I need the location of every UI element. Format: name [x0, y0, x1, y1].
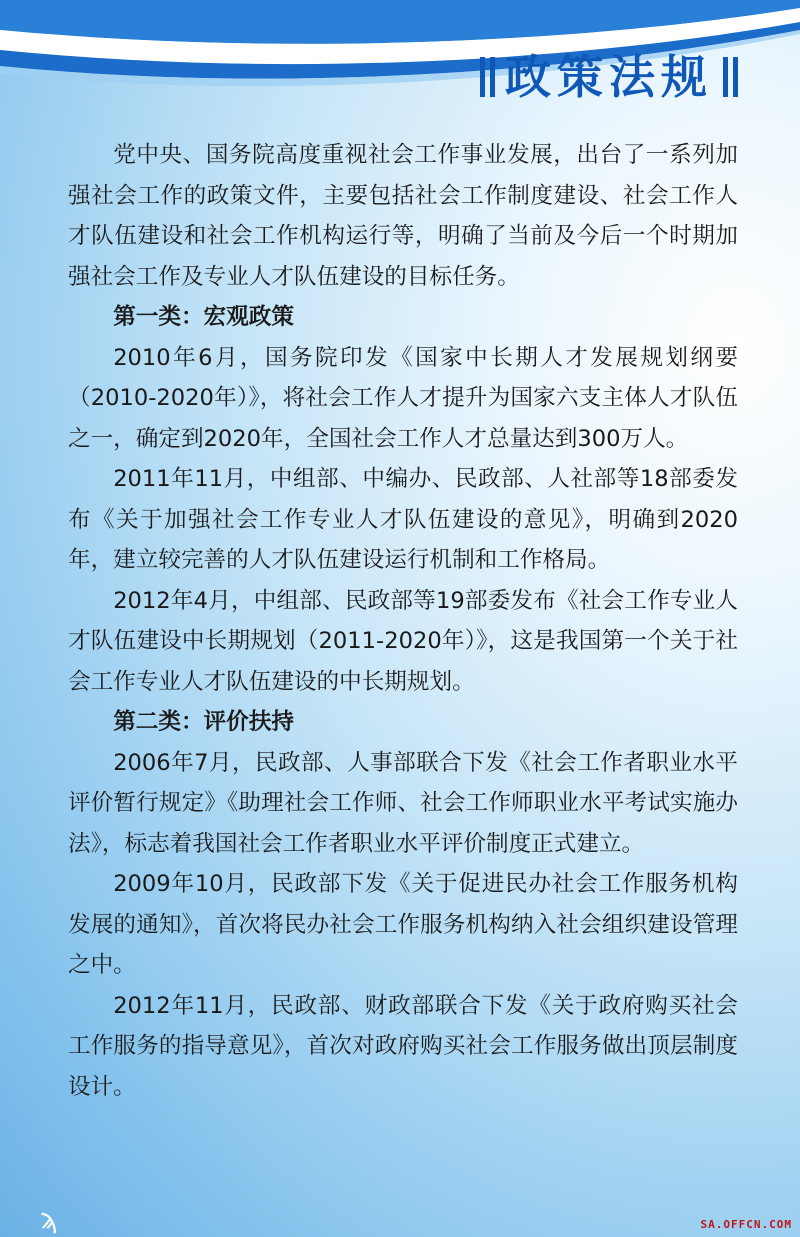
policy-paragraph: 2012年11月，民政部、财政部联合下发《关于政府购买社会工作服务的指导意见》，首次对政府购买社会工作服务做出顶层制度设计。	[68, 992, 738, 1100]
section-heading-evaluation-support: 第二类：评价扶持	[113, 709, 294, 735]
swirl-decoration-icon: ϡ	[40, 1202, 58, 1235]
watermark: SA.OFFCN.COM	[700, 1218, 792, 1231]
intro-paragraph: 党中央、国务院高度重视社会工作事业发展，出台了一系列加强社会工作的政策文件，主要包括社会工作制度建设、社会工作人才队伍建设和社会工作机构运行等，明确了当前及今后一个时期加强社会工作及专业人才队伍建设的目标任务。	[68, 142, 738, 290]
policy-paragraph: 2011年11月，中组部、中编办、民政部、人社部等18部委发布《关于加强社会工作专业人才队伍建设的意见》，明确到2020年，建立较完善的人才队伍建设运行机制和工作格局。	[68, 466, 738, 573]
policy-paragraph: 2010年6月，国务院印发《国家中长期人才发展规划纲要（2010-2020年）》，将社会工作人才提升为国家六支主体人才队伍之一，确定到2020年，全国社会工作人才总量达到300万人。	[68, 344, 738, 452]
policy-paragraph: 2012年4月，中组部、民政部等19部委发布《社会工作专业人才队伍建设中长期规划（2011-2020年）》，这是我国第一个关于社会工作专业人才队伍建设的中长期规划。	[68, 587, 738, 695]
page-title: 政策法规	[505, 50, 713, 104]
section-heading-macro-policy: 第一类：宏观政策	[113, 304, 294, 330]
policy-content	[68, 135, 738, 1107]
policy-paragraph: 2009年10月，民政部下发《关于促进民办社会工作服务机构发展的通知》，首次将民办社会工作服务机构纳入社会组织建设管理之中。	[68, 871, 738, 978]
policy-paragraph: 2006年7月，民政部、人事部联合下发《社会工作者职业水平评价暂行规定》《助理社会工作师、社会工作师职业水平考试实施办法》，标志着我国社会工作者职业水平评价制度正式建立。	[68, 749, 738, 857]
title-left-bars	[480, 57, 495, 97]
title-right-bars	[723, 57, 738, 97]
page-header	[480, 50, 738, 104]
